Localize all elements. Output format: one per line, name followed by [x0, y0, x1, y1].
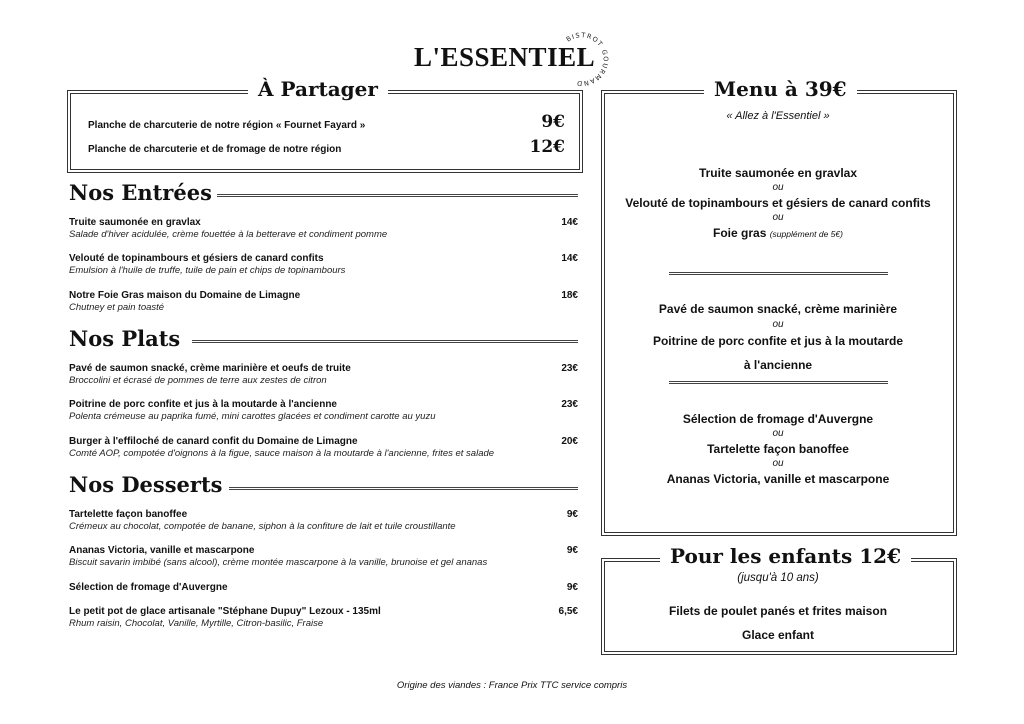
plat-item — [69, 399, 579, 422]
menu39-entrees — [604, 165, 952, 242]
menu39-foie-gras-note: (supplément de 5€) — [769, 229, 843, 239]
enfants-subtitle: (jusqu'à 10 ans) — [737, 572, 819, 584]
partager-item-2-name: Planche de charcuterie et de fromage de notre région — [88, 144, 342, 155]
logo-ring-badge — [556, 26, 616, 86]
partager-item-1-name: Planche de charcuterie de notre région « Fournet Fayard » — [88, 120, 366, 131]
entree-3-desc: Chutney et pain toasté — [69, 302, 165, 313]
menu39-entree-1: Truite saumonée en gravlax — [698, 166, 858, 180]
partager-box — [70, 93, 580, 170]
desserts-rule — [229, 487, 578, 490]
plat-2-price: 23€ — [561, 399, 578, 410]
enfants-title: Pour les enfants 12€ — [660, 544, 911, 568]
dessert-4-desc: Rhum raisin, Chocolat, Vanille, Myrtille, Citron-basilic, Fraise — [69, 618, 324, 629]
menu39-divider-1 — [669, 272, 888, 275]
entree-item — [69, 290, 579, 313]
menu39-ou: ou — [772, 182, 784, 193]
plats-rule — [192, 340, 578, 343]
dessert-item — [69, 606, 579, 629]
menu39-entree-3-line — [604, 225, 952, 242]
dessert-2-desc: Biscuit savarin imbibé (sans alcool), crème montée mascarpone à la vanille, brunoise et gel ananas — [69, 557, 488, 568]
dessert-4-name: Le petit pot de glace artisanale "Stéphane Dupuy" Lezoux - 135ml — [69, 606, 381, 617]
menu39-plats — [604, 301, 952, 373]
menu39-desserts — [604, 411, 952, 487]
plat-2-name: Poitrine de porc confite et jus à la moutarde à l'ancienne — [69, 399, 337, 410]
dessert-2-name: Ananas Victoria, vanille et mascarpone — [69, 545, 255, 556]
entree-3-price: 18€ — [561, 290, 578, 301]
entree-1-desc: Salade d'hiver acidulée, crème fouettée à la betterave et condiment pomme — [69, 229, 388, 240]
menu39-dessert-2: Tartelette façon banoffee — [707, 442, 849, 456]
menu39-entree-3: Foie gras — [713, 226, 767, 240]
plat-1-name: Pavé de saumon snacké, crème marinière et oeufs de truite — [69, 363, 351, 374]
menu39-dessert-3: Ananas Victoria, vanille et mascarpone — [666, 472, 890, 486]
menu39-plat-2: Poitrine de porc confite et jus à la moutarde — [652, 334, 904, 348]
menu39-plat-2-cont: à l'ancienne — [743, 358, 813, 372]
dessert-item — [69, 545, 539, 568]
menu39-ou: ou — [772, 428, 784, 439]
menu39-subtitle: « Allez à l'Essentiel » — [726, 110, 830, 122]
dessert-1-name: Tartelette façon banoffee — [69, 509, 188, 520]
entree-2-price: 14€ — [561, 253, 578, 264]
menu39-divider-2 — [669, 381, 888, 384]
entrees-title: Nos Entrées — [69, 180, 212, 205]
menu39-ou: ou — [772, 319, 784, 330]
dessert-1-price: 9€ — [566, 509, 578, 520]
enfants-item-2: Glace enfant — [741, 628, 815, 642]
partager-item-1-price: 9€ — [541, 112, 565, 132]
dessert-item — [69, 582, 579, 594]
dessert-3-price: 9€ — [566, 582, 578, 593]
menu39-ou: ou — [772, 458, 784, 469]
dessert-2-price: 9€ — [566, 545, 578, 556]
plat-3-price: 20€ — [561, 436, 578, 447]
entree-3-name: Notre Foie Gras maison du Domaine de Limagne — [69, 290, 301, 301]
plat-3-desc: Comté AOP, compotée d'oignons à la figue, sauce maison à la moutarde à l'ancienne, frites et salade — [69, 448, 495, 459]
menu39-plat-1: Pavé de saumon snacké, crème marinière — [658, 302, 898, 316]
menu39-dessert-1: Sélection de fromage d'Auvergne — [682, 412, 874, 426]
entree-2-desc: Emulsion à l'huile de truffe, tuile de pain et chips de topinambours — [69, 265, 346, 276]
entrees-rule — [217, 194, 578, 197]
enfants-item-1: Filets de poulet panés et frites maison — [668, 604, 888, 618]
entree-1-name: Truite saumonée en gravlax — [69, 217, 201, 228]
dessert-3-name: Sélection de fromage d'Auvergne — [69, 582, 228, 593]
logo-ring-text: BISTROT GOURMAND — [564, 31, 610, 86]
entree-item — [69, 253, 579, 276]
menu39-ou: ou — [772, 212, 784, 223]
plat-2-desc: Polenta crémeuse au paprika fumé, mini carottes glacées et condiment carotte au yuzu — [69, 411, 436, 422]
plat-3-name: Burger à l'effiloché de canard confit du Domaine de Limagne — [69, 436, 358, 447]
entree-2-name: Velouté de topinambours et gésiers de canard confits — [69, 253, 324, 264]
partager-item-2-price: 12€ — [529, 137, 565, 157]
menu39-entree-2: Velouté de topinambours et gésiers de canard confits — [625, 196, 931, 210]
svg-text:BISTROT GOURMAND — [565, 31, 610, 86]
dessert-item — [69, 509, 579, 532]
logo-wordmark: L'ESSENTIEL — [414, 42, 596, 72]
footer-note: Origine des viandes : France Prix TTC service compris — [396, 680, 628, 691]
desserts-title: Nos Desserts — [69, 472, 223, 497]
entree-1-price: 14€ — [561, 217, 578, 228]
dessert-1-desc: Crémeux au chocolat, compotée de banane, siphon à la confiture de lait et tuile croustillante — [69, 521, 456, 532]
plat-item — [69, 363, 579, 386]
partager-title: À Partager — [248, 77, 388, 101]
menu39-title: Menu à 39€ — [704, 77, 857, 101]
entree-item — [69, 217, 579, 240]
plat-1-desc: Broccolini et écrasé de pommes de terre aux zestes de citron — [69, 375, 327, 386]
dessert-4-price: 6,5€ — [558, 606, 578, 617]
plat-item — [69, 436, 579, 459]
plats-title: Nos Plats — [69, 326, 181, 351]
plat-1-price: 23€ — [561, 363, 578, 374]
